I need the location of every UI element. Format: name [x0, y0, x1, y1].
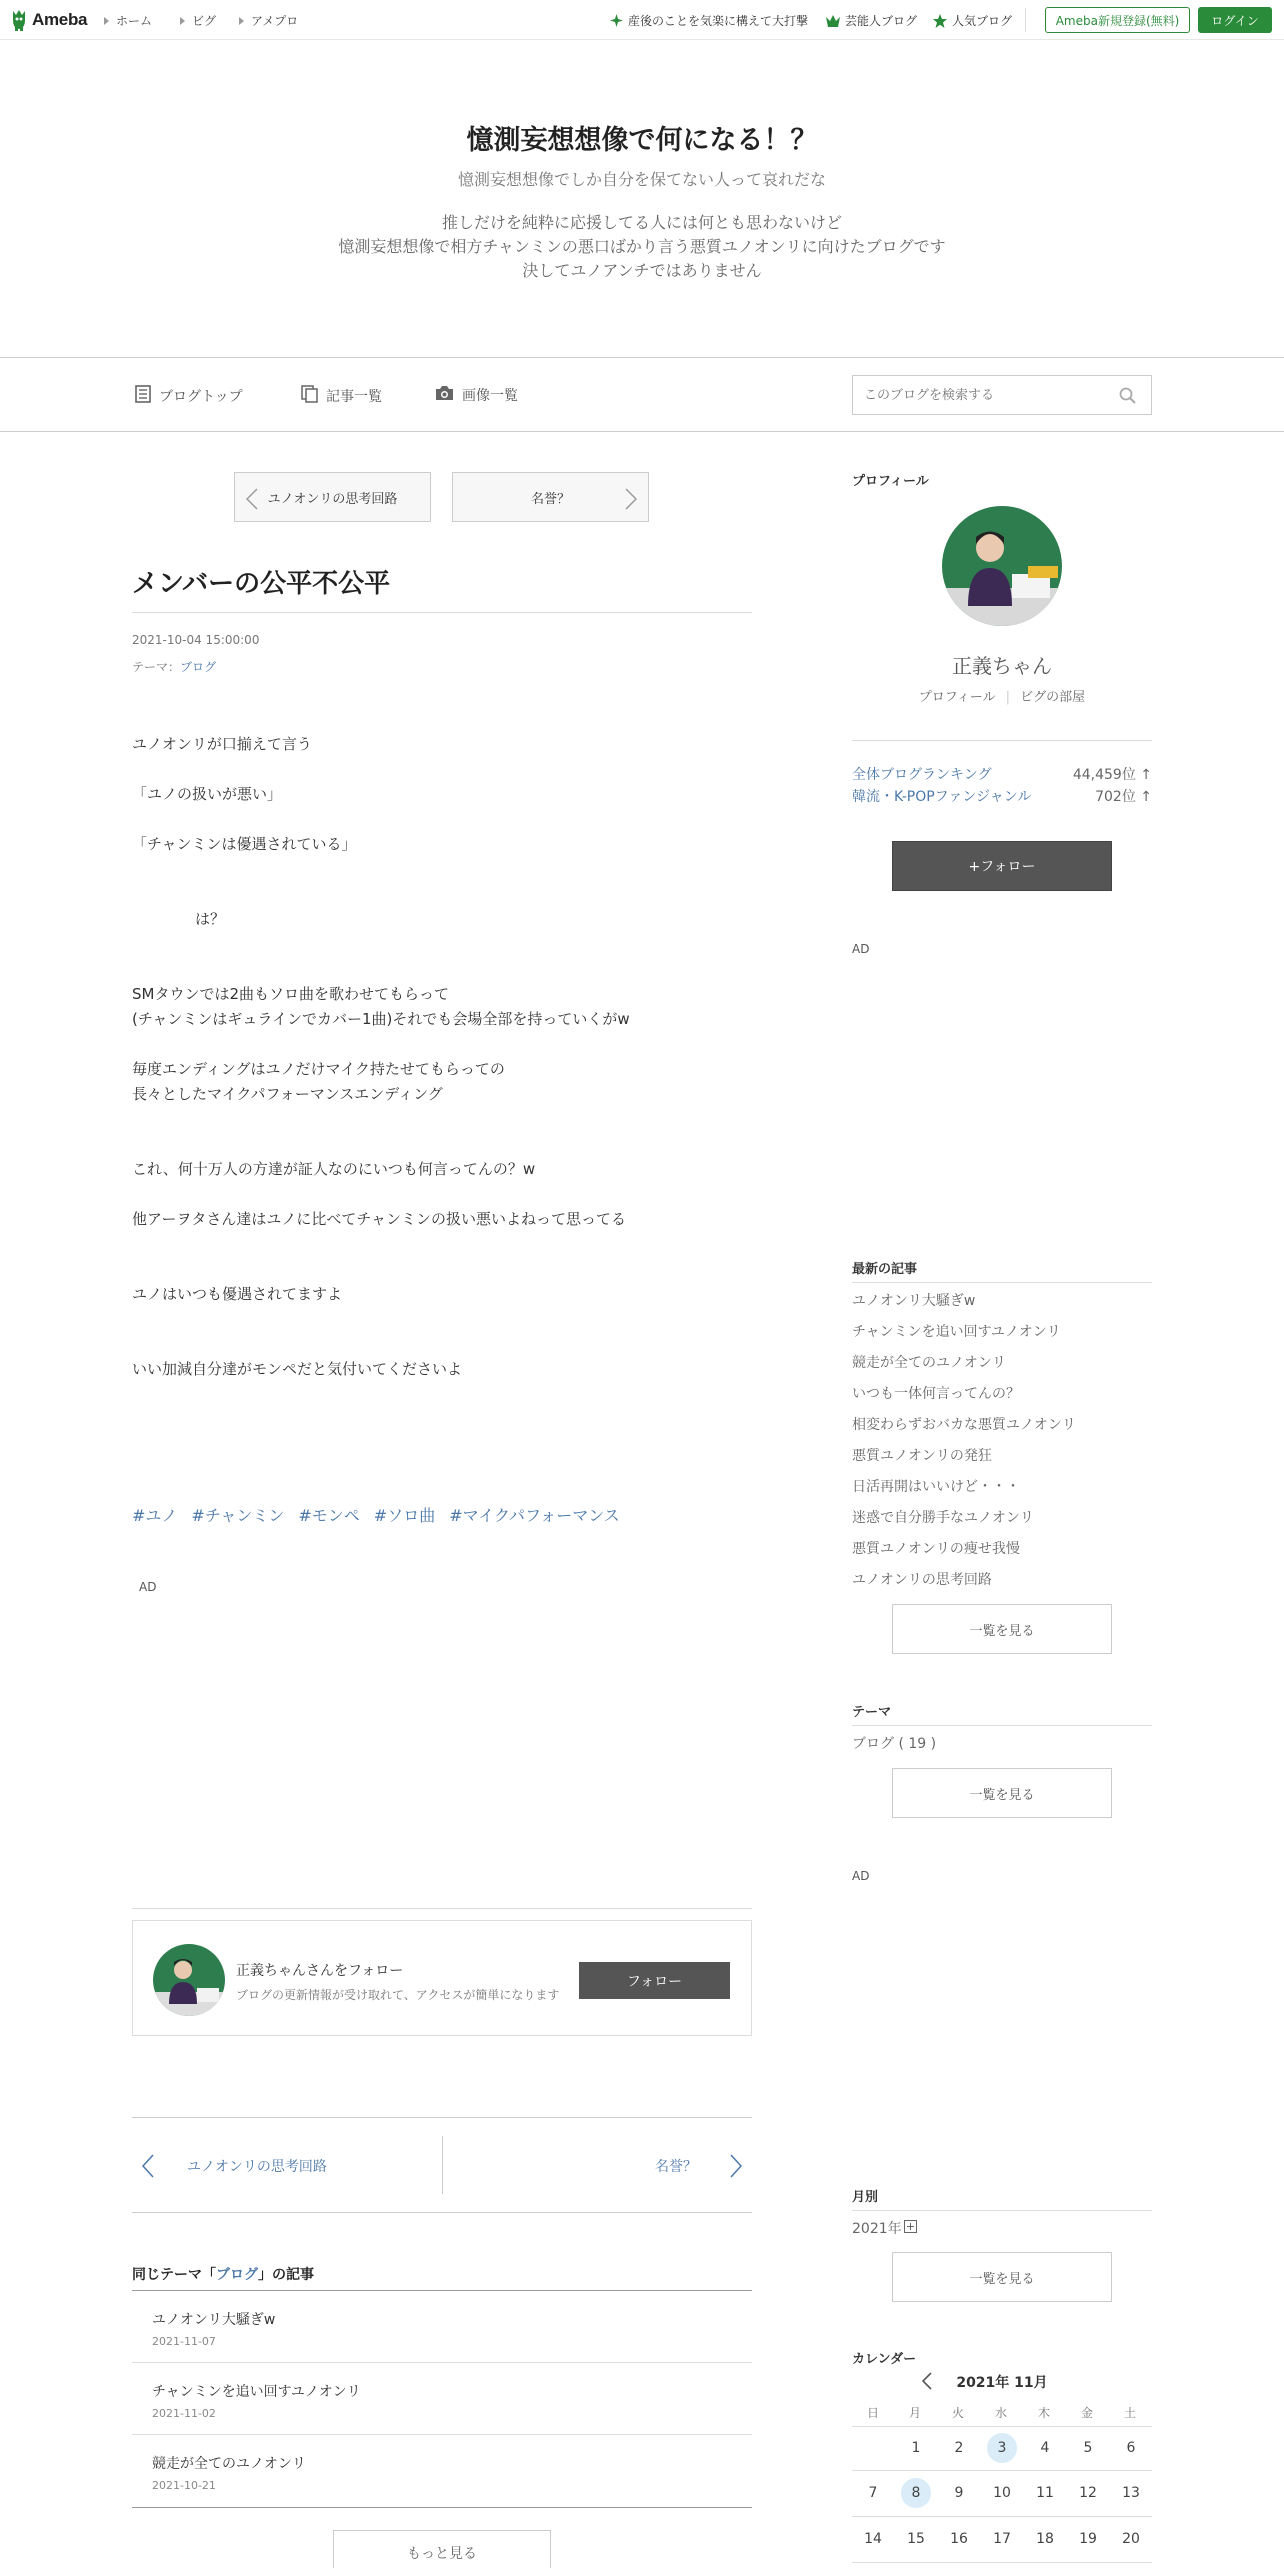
article-text: これ、何十万人の方達が証人なのにいつも何言ってんの？w: [132, 1160, 536, 1178]
rank-row: 韓流・K-POPファンジャンル 702位 ↑: [852, 789, 1152, 805]
separator: |: [1005, 690, 1011, 705]
divider: [1025, 8, 1026, 32]
calendar-day: 7: [868, 2485, 878, 2501]
calendar-day: 20: [1122, 2531, 1140, 2547]
follow-box: [132, 1920, 752, 2036]
arrow-right-icon: [239, 17, 244, 25]
genre-ranking-link[interactable]: 韓流・K-POPファンジャンル: [852, 789, 1032, 805]
theme-link[interactable]: ブログ: [180, 660, 217, 674]
sidebar-follow-button[interactable]: +フォロー: [892, 841, 1112, 891]
follow-button[interactable]: フォロー: [579, 1962, 730, 1999]
recent-article-link[interactable]: いつも一体何言ってんの？: [852, 1386, 1020, 1402]
more-articles-button[interactable]: もっと見る: [333, 2530, 551, 2568]
recent-article-link[interactable]: 悪質ユノオンリの発狂: [852, 1448, 992, 1464]
recent-heading: 最新の記事: [852, 1262, 918, 1277]
divider: [852, 2210, 1152, 2211]
profile-link[interactable]: プロフィール: [918, 690, 996, 705]
blog-description-line: 推しだけを純粋に応援してる人には何とも思わないけど: [441, 213, 842, 232]
ameba-mascot-icon: [10, 8, 28, 32]
month-2021-link[interactable]: 2021年: [852, 2218, 917, 2238]
profile-name[interactable]: 正義ちゃん: [952, 654, 1052, 678]
hashtag-link[interactable]: #ソロ曲: [373, 1506, 436, 1525]
article-date: 2021-10-04 15:00:00: [132, 633, 260, 647]
recent-article-link[interactable]: 相変わらずおバカな悪質ユノオンリ: [852, 1417, 1076, 1433]
article-pager: [132, 2117, 752, 2213]
calendar-day: 6: [1126, 2440, 1136, 2456]
blog-title[interactable]: 憶測妄想想像で何になる！？: [466, 125, 818, 156]
calendar-weekday: 土: [1123, 2406, 1136, 2420]
star-icon: [933, 14, 947, 28]
pig-room-link[interactable]: ビグの部屋: [1020, 690, 1086, 705]
blog-search: [852, 375, 1152, 415]
copy-icon: [301, 385, 318, 407]
chevron-left-icon: [246, 488, 258, 514]
calendar-day: 1: [911, 2440, 921, 2456]
divider: [852, 2426, 1152, 2427]
divider: [852, 740, 1152, 741]
nav-article-list[interactable]: 記事一覧: [301, 385, 382, 407]
divider: [852, 1725, 1152, 1726]
calendar-day: 18: [1036, 2531, 1054, 2547]
calendar-weekday: 水: [994, 2406, 1007, 2420]
article-text: 「ユノの扱いが悪い」: [132, 785, 283, 803]
search-input[interactable]: [853, 376, 1108, 414]
toplink-celebrity-blog[interactable]: 芸能人ブログ: [826, 12, 917, 29]
ameba-logo-text: Ameba: [32, 10, 88, 29]
calendar-day: 10: [993, 2485, 1011, 2501]
article-title[interactable]: メンバーの公平不公平: [132, 569, 391, 599]
recent-article-link[interactable]: 迷惑で自分勝手なユノオンリ: [852, 1510, 1034, 1526]
theme-more-button[interactable]: 一覧を見る: [892, 1768, 1112, 1818]
chevron-left-icon: [142, 2154, 154, 2182]
article-text: 「チャンミンは優遇されている」: [132, 835, 357, 853]
calendar-month: 2021年 11月: [956, 2375, 1048, 2391]
calendar-heading: カレンダー: [852, 2352, 917, 2367]
chevron-right-icon: [730, 2154, 742, 2182]
list-item[interactable]: チャンミンを追い回すユノオンリ 2021-11-02: [132, 2363, 752, 2435]
calendar-weekday: 木: [1037, 2406, 1050, 2420]
follow-note: ブログの更新情報が受け取れて、アクセスが簡単になります: [236, 1988, 560, 2002]
calendar-weekday: 金: [1080, 2406, 1093, 2420]
article-text: は？: [195, 910, 226, 928]
follow-title: 正義ちゃんさんをフォロー: [236, 1963, 404, 1979]
same-theme-heading: 同じテーマ「ブログ」の記事: [132, 2267, 314, 2283]
calendar-day[interactable]: 8: [901, 2478, 931, 2508]
hashtag-link[interactable]: #ユノ: [132, 1506, 178, 1525]
expand-icon[interactable]: [904, 2220, 917, 2237]
calendar-header: [852, 2368, 1152, 2392]
camera-icon: [435, 385, 454, 405]
global-header: [0, 0, 1284, 40]
recent-article-link[interactable]: チャンミンを追い回すユノオンリ: [852, 1324, 1061, 1340]
rank-row: 全体ブログランキング 44,459位 ↑: [852, 767, 1152, 783]
calendar-day: 2: [954, 2440, 964, 2456]
divider: [852, 2562, 1152, 2563]
hashtag-link[interactable]: #チャンミン: [191, 1506, 285, 1525]
calendar-day: 9: [954, 2485, 964, 2501]
article-text: いい加減自分達がモンペだと気付いてくださいよ: [132, 1360, 463, 1378]
ameba-logo[interactable]: [10, 8, 87, 32]
topnav-amepro[interactable]: アメプロ: [239, 12, 298, 29]
calendar-day: 12: [1079, 2485, 1097, 2501]
register-button[interactable]: Ameba新規登録(無料): [1045, 7, 1190, 33]
calendar-weekday: 火: [951, 2406, 964, 2420]
login-button[interactable]: ログイン: [1198, 7, 1272, 33]
list-item[interactable]: 競走が全てのユノオンリ 2021-10-21: [132, 2435, 752, 2508]
article-theme: テーマ：ブログ: [132, 660, 217, 674]
hashtag-list: [132, 1503, 620, 1526]
calendar-day: 5: [1083, 2440, 1093, 2456]
article-text: 長々としたマイクパフォーマンスエンディング: [132, 1085, 443, 1103]
theme-link[interactable]: ブログ ( 19 ): [852, 1736, 937, 1752]
divider: [132, 612, 752, 613]
blog-description-line: 憶測妄想想像で相方チャンミンの悪口ばかり言う悪質ユノオンリに向けたブログです: [338, 237, 946, 256]
calendar-day: 15: [907, 2531, 925, 2547]
recent-article-link[interactable]: 日活再開はいいけど・・・: [852, 1479, 1020, 1495]
recent-article-link[interactable]: ユノオンリの思考回路: [852, 1572, 992, 1588]
theme-heading: テーマ: [852, 1705, 892, 1720]
topnav-pig[interactable]: ビグ: [180, 12, 216, 29]
monthly-heading: 月別: [852, 2190, 879, 2205]
calendar-weekday: 日: [866, 2406, 879, 2420]
nav-image-list[interactable]: 画像一覧: [435, 385, 518, 405]
article-text: ユノはいつも優遇されてますよ: [132, 1285, 343, 1303]
avatar[interactable]: [942, 506, 1062, 626]
hashtag-link[interactable]: #モンペ: [298, 1506, 360, 1525]
avatar[interactable]: [153, 1944, 225, 2016]
recent-article-link[interactable]: 悪質ユノオンリの痩せ我慢: [852, 1541, 1020, 1557]
prev-article-button[interactable]: ユノオンリの思考回路: [234, 472, 431, 522]
arrow-right-icon: [104, 17, 109, 25]
chevron-right-icon: [625, 488, 637, 514]
search-icon[interactable]: [1119, 387, 1136, 408]
calendar-day: 19: [1079, 2531, 1097, 2547]
article-text: (チャンミンはギュラインでカバー1曲)それでも会場全部を持っていくがw: [132, 1010, 630, 1028]
calendar-day: 17: [993, 2531, 1011, 2547]
article-text: 毎度エンディングはユノだけマイク持たせてもらっての: [132, 1060, 505, 1078]
article-text: 他アーヲタさん達はユノに比べてチャンミンの扱い悪いよねって思ってる: [132, 1210, 626, 1228]
toplink-popular-blog[interactable]: 人気ブログ: [933, 12, 1012, 29]
profile-heading: プロフィール: [852, 474, 929, 489]
article-text: ユノオンリが口揃えて言う: [132, 735, 312, 753]
divider: [132, 1908, 752, 1909]
calendar-day: 16: [950, 2531, 968, 2547]
list-item[interactable]: ユノオンリ大騒ぎw 2021-11-07: [132, 2291, 752, 2363]
next-article-link[interactable]: 名誉？: [443, 2118, 752, 2214]
blog-description-line: 決してユノアンチではありません: [522, 261, 762, 280]
toplink-trending[interactable]: 産後のことを気楽に構えて大打撃: [610, 12, 808, 29]
hashtag-link[interactable]: #マイクパフォーマンス: [449, 1506, 620, 1525]
recent-more-button[interactable]: 一覧を見る: [892, 1604, 1112, 1654]
arrow-right-icon: [180, 17, 185, 25]
blog-subtitle: 憶測妄想想像でしか自分を保てない人って哀れだな: [457, 170, 826, 189]
blog-nav: [0, 357, 1284, 432]
recent-article-link[interactable]: ユノオンリ大騒ぎw: [852, 1293, 976, 1309]
divider: [852, 1282, 1152, 1283]
calendar-day: 13: [1122, 2485, 1140, 2501]
next-article-button[interactable]: 名誉？: [452, 472, 649, 522]
ad-label: AD: [139, 1580, 157, 1594]
topnav-home[interactable]: ホーム: [104, 12, 152, 29]
calendar-day: 11: [1036, 2485, 1054, 2501]
divider: [852, 2470, 1152, 2471]
document-icon: [135, 385, 151, 407]
crown-icon: [826, 15, 840, 27]
calendar-day: 4: [1040, 2440, 1050, 2456]
prev-article-link[interactable]: ユノオンリの思考回路: [132, 2118, 442, 2214]
overall-ranking-link[interactable]: 全体ブログランキング: [852, 767, 992, 783]
profile-links: [852, 686, 1152, 705]
sparkle-icon: [610, 14, 623, 27]
ad-label: AD: [852, 942, 870, 956]
recent-article-link[interactable]: 競走が全てのユノオンリ: [852, 1355, 1006, 1371]
monthly-more-button[interactable]: 一覧を見る: [892, 2252, 1112, 2302]
calendar-weekday: 月: [908, 2406, 921, 2420]
divider: [852, 2516, 1152, 2517]
calendar-day[interactable]: 3: [987, 2433, 1017, 2463]
calendar-day: 14: [864, 2531, 882, 2547]
article-text: SMタウンでは2曲もソロ曲を歌わせてもらって: [132, 985, 450, 1003]
ad-label: AD: [852, 1869, 870, 1883]
nav-blog-top[interactable]: ブログトップ: [135, 385, 243, 407]
